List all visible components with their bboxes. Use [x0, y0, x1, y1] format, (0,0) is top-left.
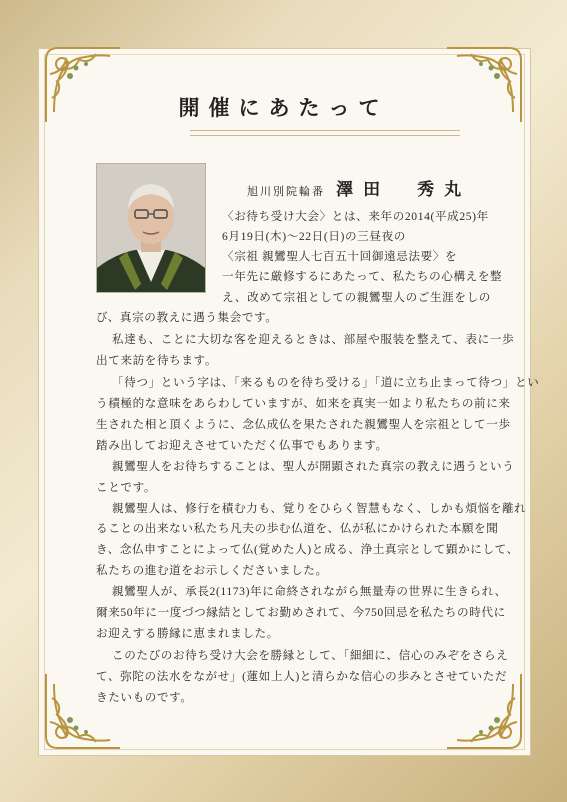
- body-line: きたいものです。: [96, 691, 193, 704]
- body-line: え、改めて宗祖としての親鸞聖人のご生涯をしの: [222, 291, 491, 304]
- body-line: 親鸞聖人をお待ちすることは、聖人が開顕された真宗の教えに遇うという: [112, 460, 515, 473]
- body-line: 一年先に厳修するにあたって、私たちの心構えを整: [222, 270, 503, 283]
- body-line: 爾来50年に一度づつ縁結としてお勤めされて、今750回忌を私たちの時代に: [96, 606, 506, 619]
- body-line: 「待つ」という字は、「来るものを待ち受ける」「道に立ち止まって待つ」とい: [112, 376, 540, 389]
- body-line: ることの出来ない私たち凡夫の歩む仏道を、仏が私にかけられた本願を聞: [96, 522, 499, 535]
- body-line: 親鸞聖人が、承長2(1173)年に命終されながら無量寿の世界に生きられ、: [112, 585, 507, 598]
- author-role: 旭川別院輪番: [247, 185, 325, 198]
- body-line: 生された相と頂くように、念仏成仏を果たされた親鸞聖人を宗祖として一歩: [96, 418, 511, 431]
- body-line: う積極的な意味をあらわしていますが、如来を真実一如より私たちの前に来: [96, 397, 511, 410]
- body-line: き、念仏申すことによって仏(覚めた人)と成る、浄土真宗として顕かにして、: [96, 543, 519, 556]
- body-line: 踏み出してお迎えさせていただく仏事でもあります。: [96, 439, 388, 452]
- body-line: 出て来訪を待ちます。: [96, 354, 218, 367]
- body-line: このたびのお待ち受け大会を勝縁として、「細細に、信心のみぞをさらえ: [112, 649, 509, 662]
- author-name: 澤田 秀丸: [336, 180, 472, 200]
- body-line: 6月19日(木)〜22日(日)の三昼夜の: [222, 230, 406, 243]
- body-line: 〈宗祖 親鸞聖人七百五十回御遠忌法要〉を: [222, 250, 458, 263]
- page-title: 開催にあたって: [178, 95, 389, 120]
- body-line: び、真宗の教えに遇う集会です。: [96, 311, 278, 324]
- body-line: 親鸞聖人は、修行を積む力も、覚りをひらく智慧もなく、しかも煩悩を離れ: [112, 502, 527, 515]
- body-line: 私たちの進む道をお示しくださいました。: [96, 564, 328, 577]
- body-line: て、弥陀の法水をながせ」(蓮如上人)と清らかな信心の歩みとさせていただ: [96, 670, 508, 683]
- body-line: ことです。: [96, 481, 157, 494]
- body-line: 〈お待ち受け大会〉とは、来年の2014(平成25)年: [222, 210, 489, 223]
- body-line: 私達も、ことに大切な客を迎えるときは、部屋や服装を整えて、表に一歩: [112, 333, 515, 346]
- body-line: お迎えする勝縁に恵まれました。: [96, 627, 279, 640]
